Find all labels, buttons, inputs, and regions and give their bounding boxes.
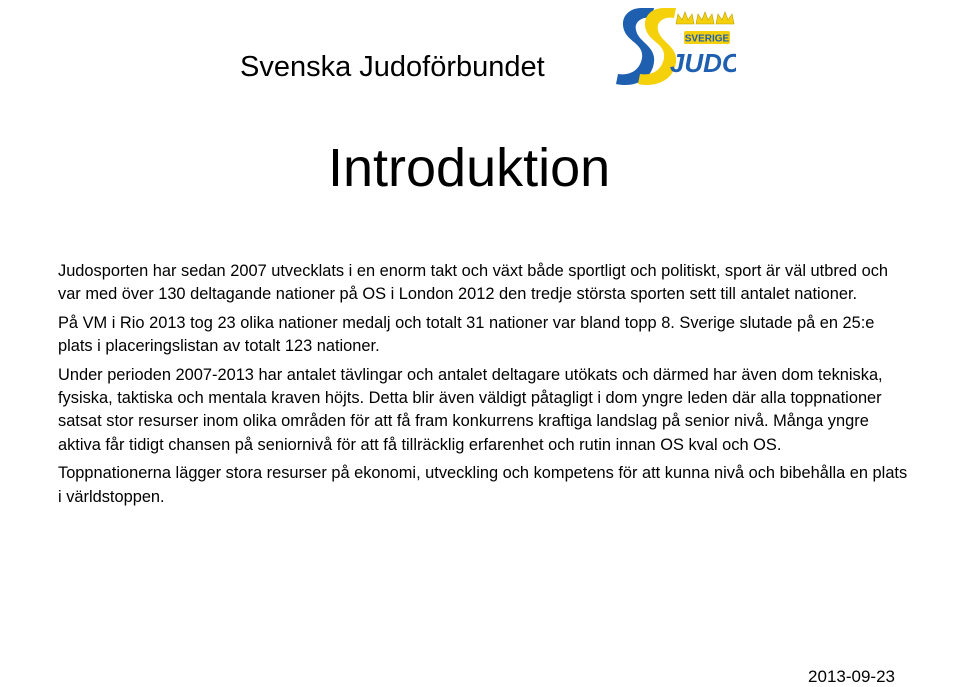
logo-text-judo: JUDO xyxy=(669,48,736,78)
paragraph-4: Toppnationerna lägger stora resurser på ekonomi, utveckling och kompetens för att kunna nivå och bibehålla en plats i världstoppen. xyxy=(58,464,908,506)
organization-name: Svenska Judoförbundet xyxy=(240,51,545,83)
body-text xyxy=(58,260,908,514)
sverige-judo-logo xyxy=(612,4,736,90)
paragraph-2: På VM i Rio 2013 tog 23 olika nationer medalj och totalt 31 nationer var bland topp 8. Sverige slutade på en 25:e plats i placeringslistan av totalt 123 nationer. xyxy=(58,313,875,356)
paragraph-3: Under perioden 2007-2013 har antalet tävlingar och antalet deltagare utökats och därmed har även dom tekniska, fysiska, taktiska och mentala kraven höjts. Detta blir även väldigt påtagligt i dom yngre leden där alla toppnationer satsat stor resurser inom olika områden för att få fram konkurrens kraftiga landslag på senior nivå. Många yngre aktiva får tidigt chansen på seniornivå för att få tillräcklig erfarenhet och rutin innan OS kval och OS. xyxy=(58,365,883,454)
slide-title: Introduktion xyxy=(328,138,611,198)
footer-date: 2013-09-23 xyxy=(808,667,895,686)
logo-text-sverige: SVERIGE xyxy=(684,33,730,45)
paragraph-1: Judosporten har sedan 2007 utvecklats i en enorm takt och växt både sportligt och politiskt, sport är väl utbred och var med över 130 deltagande nationer på OS i London 2012 den tredje största sporten sett till antalet nationer. xyxy=(58,262,889,304)
